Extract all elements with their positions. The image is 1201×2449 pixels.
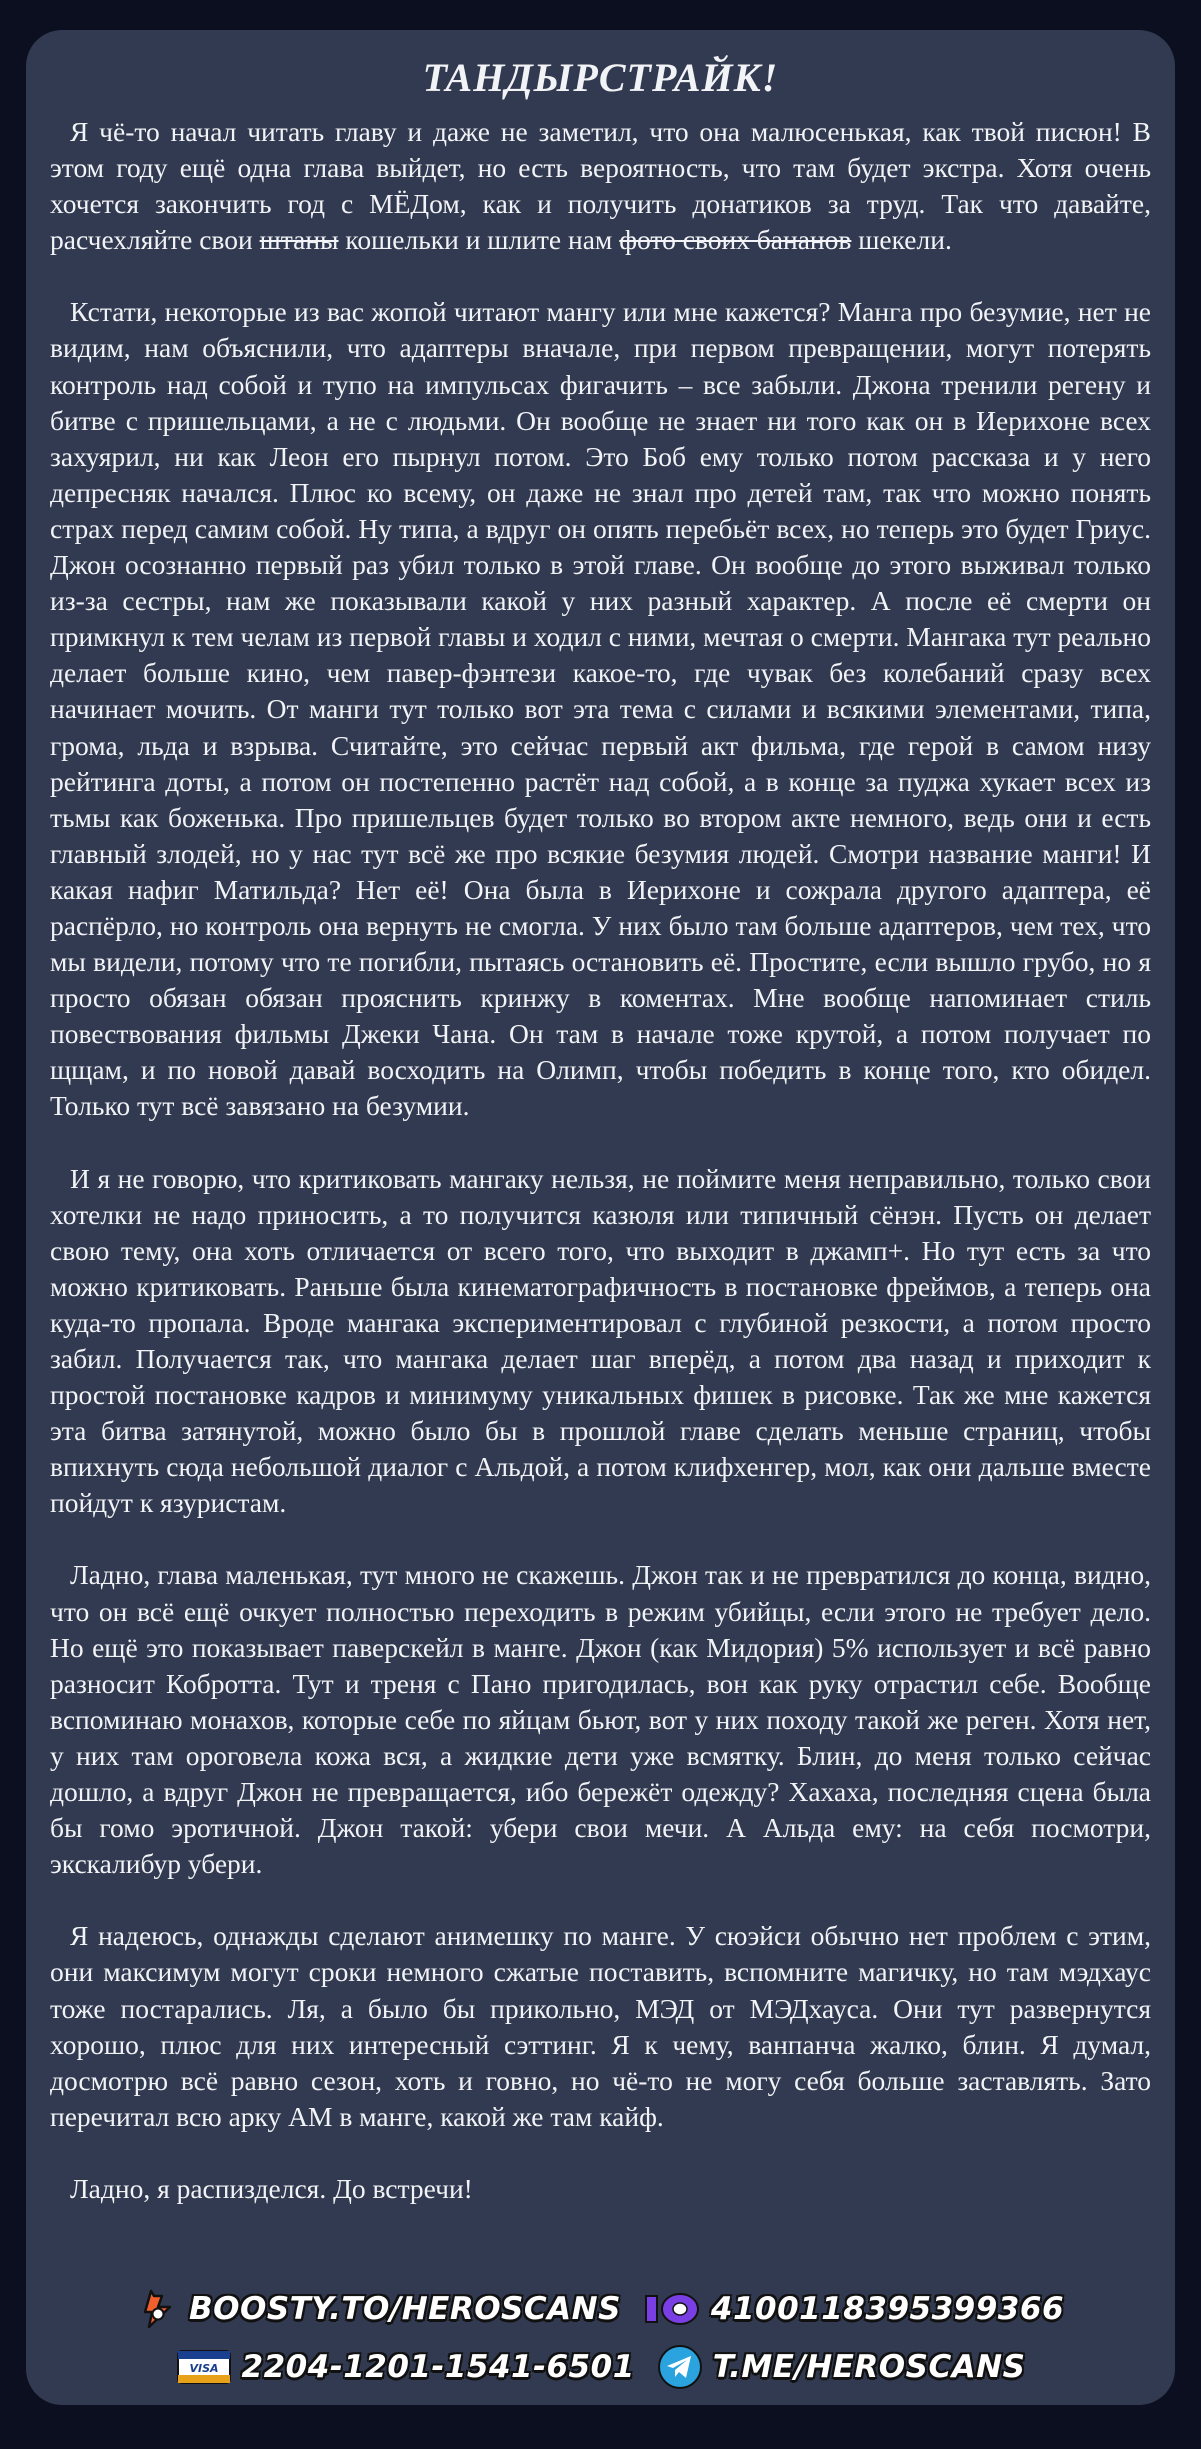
- footer-row-1: [137, 2288, 1064, 2330]
- telegram-url: T.ME/HEROSCANS: [712, 2349, 1026, 2385]
- paragraph-4: Ладно, глава маленькая, тут много не скажешь. Джон так и не превратился до конца, видно, что он всё ещё очкует полностью переходить в режим убийцы, если этого не требует дело. Но ещё это показывает паверскейл в манге. Джон (как Мидория) 5% использует и всё равно разносит Кобротта. Тут и треня с Пано пригодилась, вон как руку отрастил себе. Вообще вспоминаю монахов, которые себе по яйцам бьют, вот у них походу такой же реген. Хотя нет, у них там ороговела кожа вся, а жидкие дети уже всмятку. Блин, до меня только сейчас дошло, а вдруг Джон не превращается, ибо бережёт одежду? Хахаха, последняя сцена была бы гомо эротичной. Джон такой: убери свои мечи. А Альда ему: на себя посмотри, экскалибур убери.: [50, 1559, 1151, 1880]
- telegram-icon: [657, 2344, 703, 2390]
- yoomoney-link[interactable]: [643, 2288, 1064, 2330]
- telegram-link[interactable]: [657, 2344, 1026, 2390]
- strikethrough-word-1: штаны: [259, 224, 339, 256]
- page-title: ТАНДЫРСТРАЙК!: [422, 55, 779, 100]
- paragraph-1: [50, 114, 1151, 258]
- paragraph-1-text-a: Я чё-то начал читать главу и даже не заметил, что она малюсенькая, как твой писюн! В этом году ещё одна глава выйдет, но есть вероятность, что там будет экстра. Хотя очень хочется закончить год с МЁДом, как и получить донатиков за труд. Так что давайте, расчехляйте свои: [50, 116, 1151, 256]
- paragraph-1-text-c: шекели.: [851, 224, 952, 256]
- boosty-icon: [137, 2288, 179, 2330]
- paragraph-3: И я не говорю, что критиковать мангаку нельзя, не поймите меня неправильно, только свои хотелки не надо приносить, а то получится казюля или типичный сёнэн. Пусть он делает свою тему, она хоть отличается от всего того, что выходит в джамп+. Но тут есть за что можно критиковать. Раньше была кинематографичность в постановке фреймов, а теперь она куда-то пропала. Вроде мангака экспериментировал с глубиной резкости, а потом просто забил. Получается так, что мангака делает шаг вперёд, а потом два назад и приходит к простой постановке кадров и минимуму уникальных фишек в рисовке. Так же мне кажется эта битва затянутой, можно было бы в прошлой главе сделать меньше страниц, чтобы впихнуть сюда небольшой диалог с Альдой, а потом клифхенгер, мол, как они дальше вместе пойдут к язуристам.: [50, 1162, 1151, 1519]
- visa-card-icon: [176, 2346, 232, 2388]
- yoomoney-icon: [643, 2288, 701, 2330]
- donation-footer: [26, 2288, 1175, 2390]
- paragraph-5: Я надеюсь, однажды сделают анимешку по манге. У сюэйси обычно нет проблем с этим, они максимум могут сроки немного сжатые поставить, вспомните магичку, но там мэдхаус тоже постарались. Ля, а было бы прикольно, МЭД от МЭДхауса. Они тут развернутся хорошо, плюс для них интересный сэттинг. Я к чему, ванпанча жалко, блин. Я думал, досмотрю всё равно сезон, хоть и говно, но чё-то не могу себя больше заставлять. Зато перечитал всю арку АМ в манге, какой же там кайф.: [50, 1920, 1151, 2132]
- message-card: [26, 30, 1175, 2405]
- strikethrough-phrase-2: фото своих бананов: [619, 224, 852, 256]
- yoomoney-wallet: 4100118395399366: [710, 2291, 1065, 2327]
- paragraph-6: Ладно, я распизделся. До встречи!: [70, 2172, 473, 2204]
- paragraph-2: Кстати, некоторые из вас жопой читают мангу или мне кажется? Манга про безумие, нет не видим, нам объяснили, что адаптеры вначале, при первом превращении, могут потерять контроль над собой и тупо на импульсах фигачить – все забыли. Джона тренили регену и битве с пришельцами, а не с людьми. Он вообще не знает ни того как он в Иерихоне всех захуярил, ни как Леон его пырнул потом. Это Боб ему только потом рассказа и у него депресняк начался. Плюс ко всему, он даже не знал про детей там, так что можно понять страх перед самим собой. Ну типа, а вдруг он опять перебьёт всех, но теперь это будет Гриус. Джон осознанно первый раз убил только в этой главе. Он вообще до этого выживал только из-за сестры, нам же показывали какой у них разный характер. А после её смерти он примкнул к тем челам из первой главы и ходил с ними, мечтая о смерти. Мангака тут реально делает больше кино, чем павер-фэнтези какое-то, где чувак без колебаний сразу всех начинает мочить. От манги тут только вот эта тема с силами и всякими элементами, типа, грома, льда и взрыва. Считайте, это сейчас первый акт фильма, где герой в самом низу рейтинга доты, а потом он постепенно растёт над собой, а в конце за пуджа хукает всех из тьмы как боженька. Про пришельцев будет только во втором акте немного, ведь они и есть главный злодей, но у нас тут всё же про всякие безумия людей. Смотри название манги! И какая нафиг Матильда? Нет её! Она была в Иерихоне и сожрала другого адаптера, её распёрло, но контроль она вернуть не смогла. У них было там больше адаптеров, чем тех, что мы видели, потому что те погибли, пытаясь остановить её. Простите, если вышло грубо, но я просто обязан обязан прояснить кринжу в коментах. Мне вообще напоминает стиль повествования фильмы Джеки Чана. Он там в начале тоже крутой, а потом получает по щщам, и по новой давай восходить на Олимп, чтобы победить в конце того, кто обидел. Только тут всё завязано на безумии.: [50, 296, 1151, 1122]
- visa-badge-text: VISA: [189, 2362, 219, 2375]
- paragraph-1-text-b: кошельки и шлите нам: [338, 224, 620, 256]
- card-number[interactable]: [176, 2346, 635, 2388]
- footer-row-2: [176, 2344, 1026, 2390]
- boosty-url: BOOSTY.TO/HEROSCANS: [188, 2291, 621, 2327]
- boosty-link[interactable]: [137, 2288, 621, 2330]
- card-number-text: 2204-1201-1541-6501: [241, 2349, 635, 2385]
